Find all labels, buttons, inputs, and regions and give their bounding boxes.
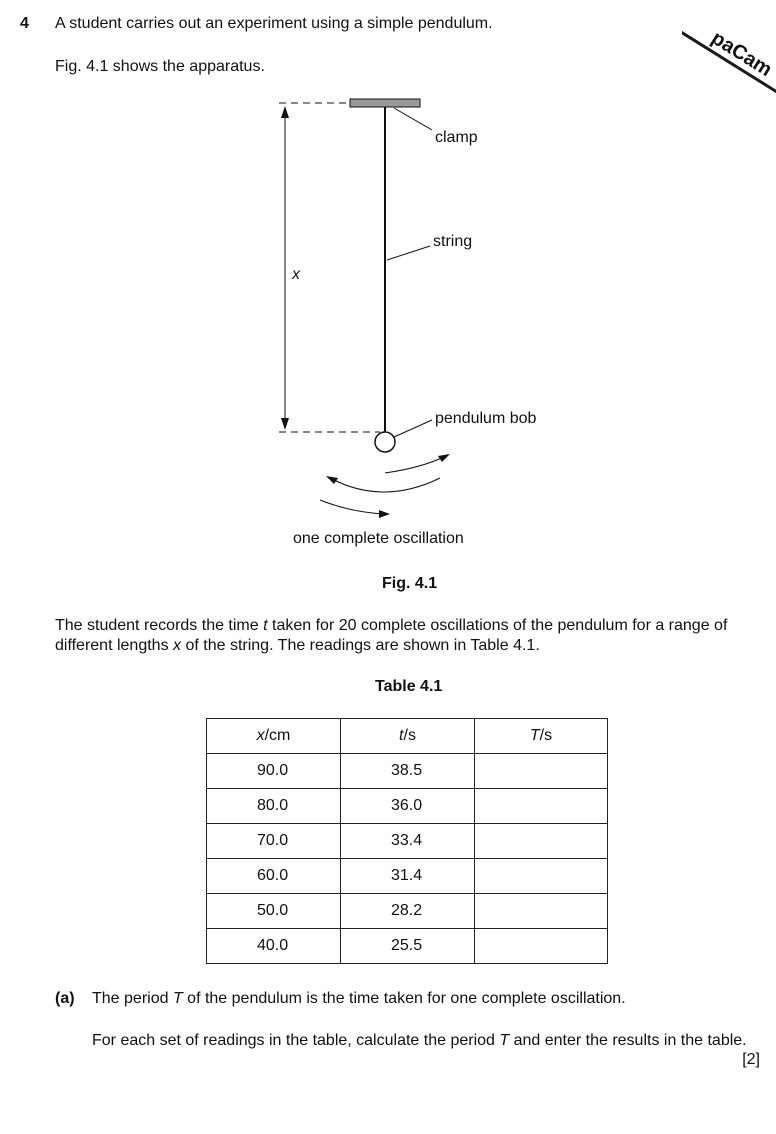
cell-t: 31.4 <box>341 859 475 894</box>
oscillation-arrowhead-bottom <box>379 510 390 518</box>
table-row <box>207 859 608 894</box>
variable-T: T <box>172 990 183 1007</box>
cell-x: 90.0 <box>207 754 341 789</box>
cell-T-answer[interactable] <box>475 789 608 824</box>
instruction-text-2: and enter the results in the table. <box>509 1032 747 1049</box>
header-t-var: t <box>399 727 404 744</box>
marks-allocation: [2] <box>742 1051 760 1068</box>
table-row <box>207 894 608 929</box>
header-t <box>341 719 475 754</box>
watermark-text: paCam <box>707 27 776 82</box>
table-row <box>207 929 608 964</box>
cell-T-answer[interactable] <box>475 754 608 789</box>
part-a-label: (a) <box>55 990 75 1007</box>
cell-t: 33.4 <box>341 824 475 859</box>
header-x-var: x <box>256 727 265 744</box>
string-leader <box>387 246 430 260</box>
instruction-variable-T: T <box>499 1032 510 1049</box>
clamp-leader <box>394 108 432 130</box>
cell-x: 60.0 <box>207 859 341 894</box>
cell-t: 38.5 <box>341 754 475 789</box>
part-a-text-1: The period <box>92 990 173 1007</box>
oscillation-arrow-middle <box>334 478 440 492</box>
cell-T-answer[interactable] <box>475 894 608 929</box>
cell-x: 70.0 <box>207 824 341 859</box>
variable-t: t <box>263 617 268 634</box>
table-row <box>207 789 608 824</box>
cell-t: 36.0 <box>341 789 475 824</box>
bob-label: pendulum bob <box>435 410 537 427</box>
question-intro: A student carries out an experiment using a simple pendulum. <box>55 15 493 32</box>
header-T-unit: /s <box>539 727 553 744</box>
cell-x: 50.0 <box>207 894 341 929</box>
table-row <box>207 824 608 859</box>
cell-T-answer[interactable] <box>475 929 608 964</box>
clamp <box>350 99 420 107</box>
table-caption: Table 4.1 <box>375 678 443 695</box>
oscillation-arrowhead-left <box>326 476 338 484</box>
part-a-statement <box>92 990 626 1008</box>
header-T <box>475 719 608 754</box>
cell-T-answer[interactable] <box>475 859 608 894</box>
experiment-description <box>55 616 767 656</box>
cell-T-answer[interactable] <box>475 824 608 859</box>
header-x <box>207 719 341 754</box>
cell-x: 80.0 <box>207 789 341 824</box>
part-a-instruction <box>92 1031 760 1051</box>
instruction-text-1: For each set of readings in the table, calculate the period <box>92 1032 500 1049</box>
cell-x: 40.0 <box>207 929 341 964</box>
pendulum-diagram <box>0 0 776 560</box>
question-number: 4 <box>20 15 29 32</box>
cell-t: 25.5 <box>341 929 475 964</box>
oscillation-arrow-upper <box>385 457 444 473</box>
cell-t: 28.2 <box>341 894 475 929</box>
description-part-3: of the string. The readings are shown in Table 4.1. <box>181 637 540 654</box>
header-t-unit: /s <box>403 727 416 744</box>
length-arrow-head-top <box>281 106 289 118</box>
pendulum-bob <box>375 432 395 452</box>
variable-x: x <box>173 637 182 654</box>
table-header-row <box>207 719 608 754</box>
oscillation-label: one complete oscillation <box>293 530 464 547</box>
length-arrow-head-bottom <box>281 418 289 430</box>
header-T-var: T <box>529 727 540 744</box>
description-part-1: The student records the time <box>55 617 264 634</box>
bob-leader <box>394 420 432 437</box>
oscillation-arrow-lower <box>320 500 384 514</box>
readings-table <box>206 718 608 964</box>
figure-reference: Fig. 4.1 shows the apparatus. <box>55 58 265 75</box>
part-a-text-2: of the pendulum is the time taken for one complete oscillation. <box>182 990 626 1007</box>
description-part-2: taken for 20 complete oscillations of the pendulum for a range of different lengths <box>55 617 728 654</box>
header-x-unit: /cm <box>264 727 291 744</box>
oscillation-arrowhead-right <box>438 454 450 462</box>
figure-caption: Fig. 4.1 <box>382 575 438 592</box>
table-row <box>207 754 608 789</box>
string-label: string <box>433 233 473 250</box>
length-label: x <box>292 266 300 283</box>
clamp-label: clamp <box>435 129 478 146</box>
